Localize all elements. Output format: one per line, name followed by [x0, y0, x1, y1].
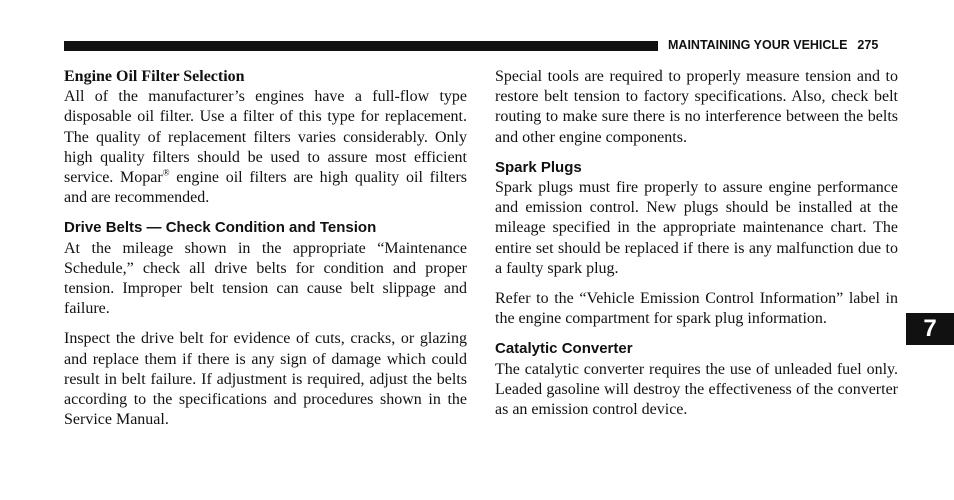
oil-filter-paragraph: [64, 87, 467, 208]
drive-belts-section: [64, 218, 467, 430]
catalytic-section: [495, 339, 898, 420]
spark-plugs-paragraph-2: Refer to the “Vehicle Emission Control Information” label in the engine compartment for spark plug information.: [495, 290, 898, 328]
drive-belts-paragraph-1: At the mileage shown in the appropriate “Maintenance Schedule,” check all drive belts for condition and proper tension. Improper belt tension can cause belt slippage and failure.: [64, 239, 467, 318]
header-rule: [64, 41, 658, 51]
catalytic-paragraph: The catalytic converter requires the use of unleaded fuel only. Leaded gasoline will destroy the effectiveness of the converter as an emission control device.: [495, 360, 898, 419]
oil-filter-text-b: engine oil filters are high quality oil filters and are recommended.: [64, 169, 468, 207]
oil-filter-section: [64, 67, 467, 208]
spark-plugs-section: [495, 158, 898, 330]
spark-plugs-paragraph-1: Spark plugs must fire properly to assure engine performance and emission control. New plugs should be installed at the mileage specified in the appropriate maintenance chart. The entire set should be replaced if there is any malfunction due to a faulty spark plug.: [495, 179, 898, 277]
drive-belts-paragraph-2: Inspect the drive belt for evidence of cuts, cracks, or glazing and replace them if there is any sign of damage which could result in belt failure. If adjustment is required, adjust the belts according to the specifications and procedures shown in the Service Manual.: [64, 330, 467, 429]
spark-plugs-heading: Spark Plugs: [495, 158, 582, 176]
left-column: [64, 67, 467, 440]
oil-filter-heading: Engine Oil Filter Selection: [64, 68, 245, 85]
section-title: MAINTAINING YOUR VEHICLE: [668, 38, 848, 52]
oil-filter-text-a: All of the manufacturer’s engines have a full-flow type disposable oil filter. Use a filter of this type for replacement. The quality of replacement filters varies considerably. Only high quality filters should be used to assure most efficient service. Mopar: [64, 88, 467, 187]
special-tools-paragraph: Special tools are required to properly measure tension and to restore belt tension to factory specifications. Also, check belt routing to make sure there is no interference between the belts and other engine components.: [495, 68, 898, 146]
right-column: [495, 67, 898, 430]
catalytic-heading: Catalytic Converter: [495, 340, 633, 358]
registered-mark: ®: [162, 167, 170, 178]
running-header: [668, 38, 908, 52]
chapter-tab: 7: [906, 313, 954, 345]
page-number: 275: [857, 38, 879, 52]
drive-belts-heading: Drive Belts — Check Condition and Tension: [64, 219, 377, 237]
